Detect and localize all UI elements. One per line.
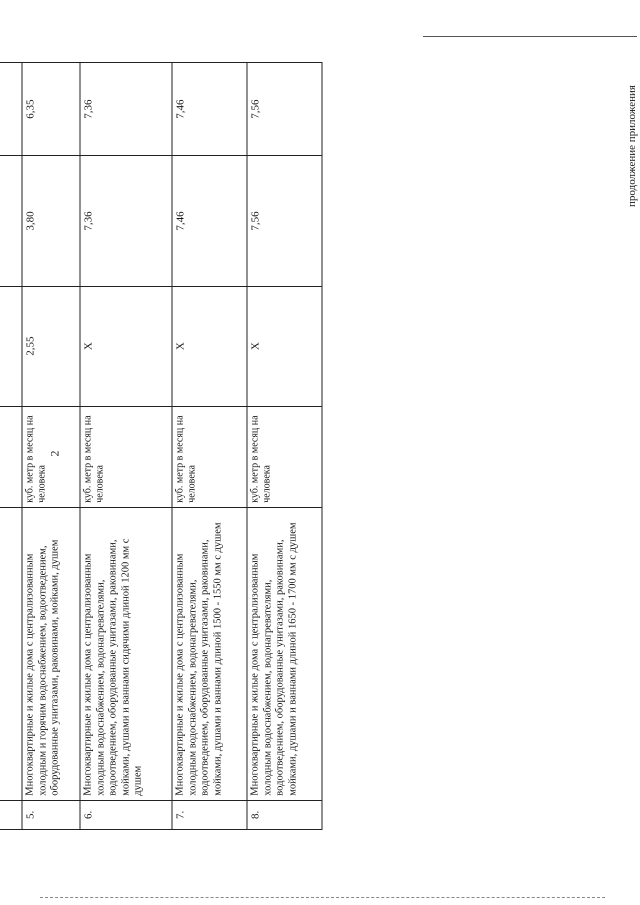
row-number: 5. xyxy=(22,800,80,829)
table-row xyxy=(172,63,247,830)
page-number: 2 xyxy=(47,450,62,457)
row-category: Многоквартирные и жилые дома с централизованным холодным водоснабжением, водонагревателями, водоотведением, оборудованные унитазами, раковинами, мойками, душами и ваннами сидячими длиной 1200 мм с душем xyxy=(80,507,172,800)
top-rule xyxy=(423,36,637,37)
bottom-scan-line xyxy=(40,897,605,898)
row-unit: куб. метр в месяц на человека xyxy=(22,406,80,507)
row-number: 6. xyxy=(80,800,172,829)
row-number: 7. xyxy=(172,800,247,829)
row-cold-water-value xyxy=(0,156,22,286)
table-row xyxy=(247,63,322,830)
row-drainage-value: 7,56 xyxy=(247,63,322,156)
row-number: 8. xyxy=(247,800,322,829)
table-row xyxy=(80,63,172,830)
row-cold-water-value: 7,46 xyxy=(172,156,247,286)
row-hot-water-value: 2,55 xyxy=(22,286,80,406)
row-category: Многоквартирные и жилые дома с централизованным холодным и горячим водоснабжением, водоотведением, оборудованные унитазами, раковинами, мойками, душем xyxy=(22,507,80,800)
row-cold-water-value: 7,36 xyxy=(80,156,172,286)
row-category: Многоквартирные и жилые дома с централизованным холодным водоснабжением, водонагревателями, водоотведением, оборудованные унитазами, раковинами, мойками, душами и ваннами длиной 1650 - 1700 мм с душем xyxy=(247,507,322,800)
row-hot-water-value: Х xyxy=(247,286,322,406)
row-unit: куб. метр в месяц на человека xyxy=(80,406,172,507)
row-unit xyxy=(0,406,22,507)
norms-table xyxy=(0,62,323,830)
row-category xyxy=(0,507,22,800)
row-hot-water-value: Х xyxy=(172,286,247,406)
row-unit: куб. метр в месяц на человека xyxy=(172,406,247,507)
appendix-label: продолжение приложения xyxy=(626,85,638,207)
row-category: Многоквартирные и жилые дома с централизованным холодным водоснабжением, водонагревателями, водоотведением, оборудованные унитазами, раковинами, мойками, душами и ваннами длиной 1500 - 1550 мм с душем xyxy=(172,507,247,800)
row-cold-water-value: 7,56 xyxy=(247,156,322,286)
table-row xyxy=(22,63,80,830)
row-number xyxy=(0,800,22,829)
row-hot-water-value xyxy=(0,286,22,406)
row-drainage-value: 6,35 xyxy=(22,63,80,156)
norms-table-container xyxy=(0,62,323,830)
row-drainage-value: 7,36 xyxy=(80,63,172,156)
table-row xyxy=(0,63,22,830)
row-drainage-value xyxy=(0,63,22,156)
row-unit: куб. метр в месяц на человека xyxy=(247,406,322,507)
row-cold-water-value: 3,80 xyxy=(22,156,80,286)
row-drainage-value: 7,46 xyxy=(172,63,247,156)
row-hot-water-value: Х xyxy=(80,286,172,406)
